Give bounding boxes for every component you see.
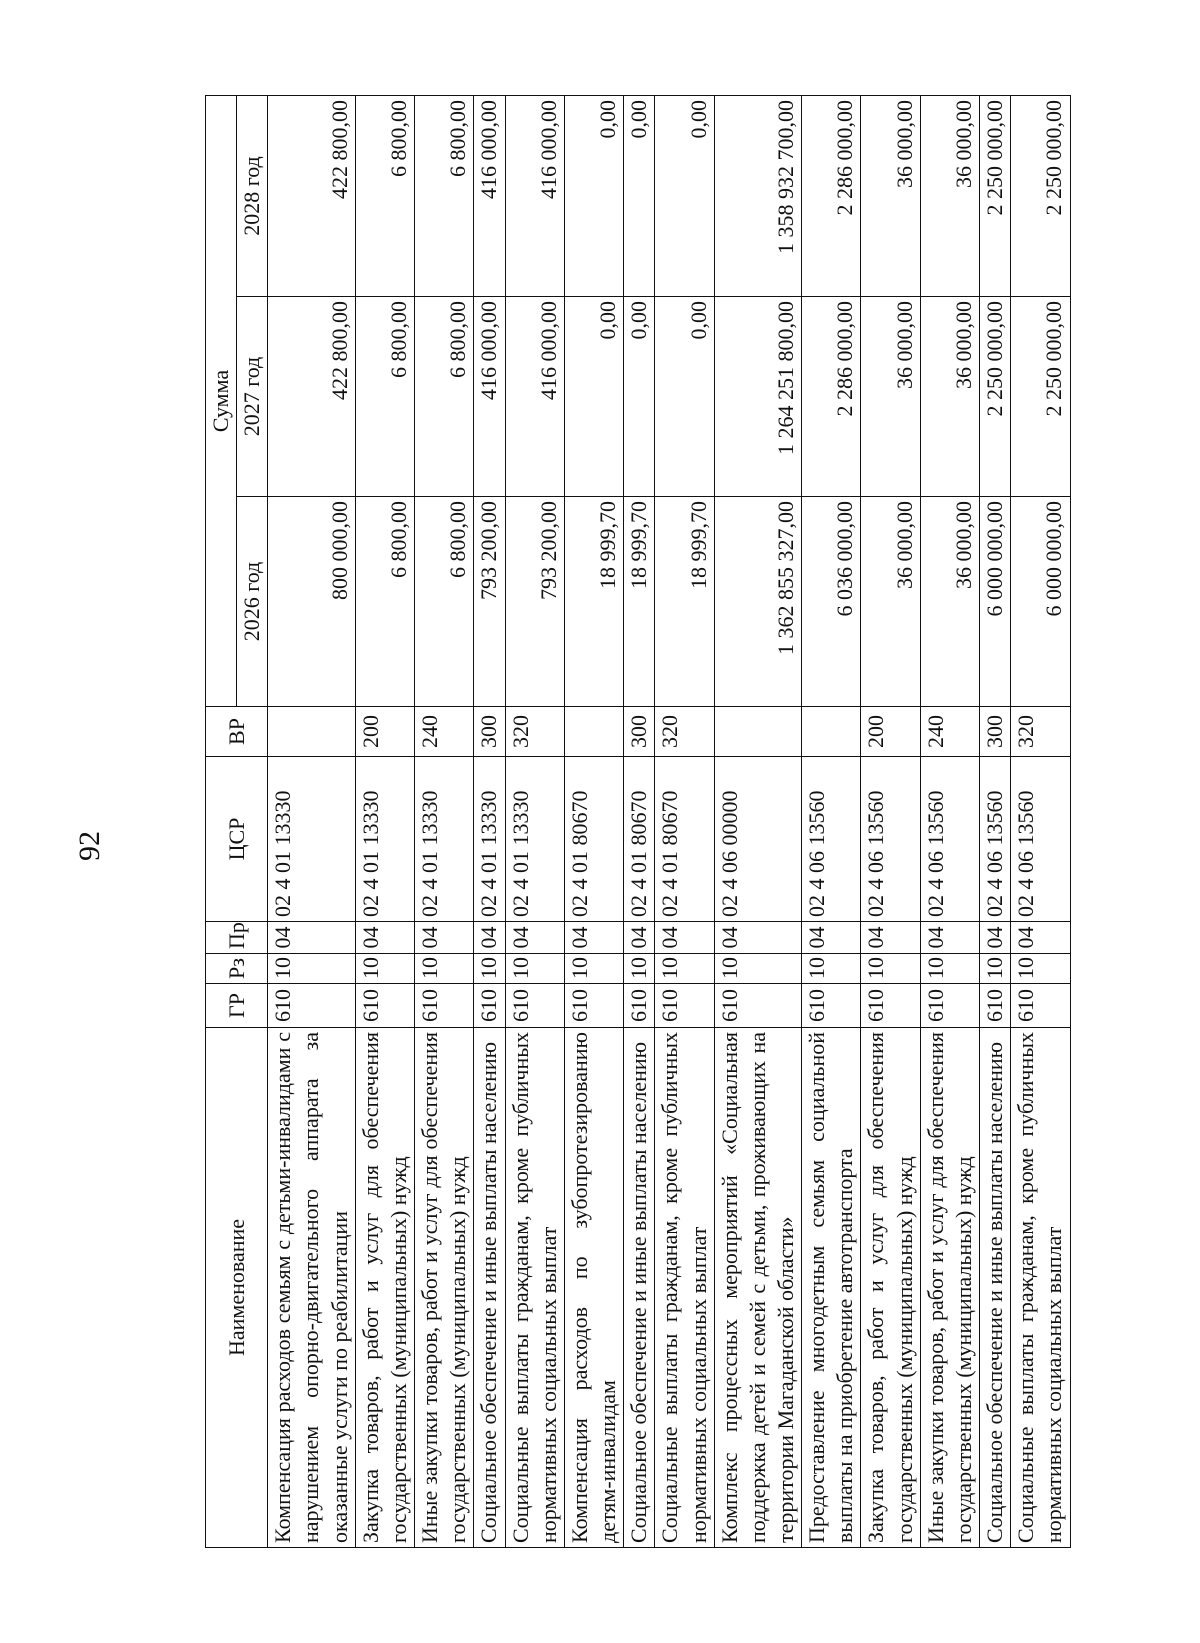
table-row — [714, 96, 801, 1548]
row-pr: 04 — [505, 922, 564, 954]
row-csr: 02 4 06 13560 — [980, 757, 1011, 922]
row-gr: 610 — [474, 984, 505, 1028]
budget-table — [205, 95, 1071, 1548]
row-rz: 10 — [861, 954, 920, 984]
table-row — [624, 96, 655, 1548]
header-rz: Рз — [206, 954, 268, 984]
table-row — [1011, 96, 1070, 1548]
row-pr: 04 — [355, 922, 414, 954]
table-row — [268, 96, 355, 1548]
row-2026: 793 200,00 — [474, 497, 505, 707]
table-row — [802, 96, 861, 1548]
row-rz: 10 — [714, 954, 801, 984]
row-pr: 04 — [714, 922, 801, 954]
row-csr: 02 4 06 13560 — [1011, 757, 1070, 922]
row-2028: 416 000,00 — [505, 96, 564, 297]
row-csr: 02 4 06 00000 — [714, 757, 801, 922]
row-pr: 04 — [802, 922, 861, 954]
row-gr: 610 — [1011, 984, 1070, 1028]
row-name: Социальное обеспечение и иные выплаты населению — [624, 1028, 655, 1548]
row-2027: 0,00 — [564, 297, 623, 497]
row-gr: 610 — [920, 984, 979, 1028]
row-rz: 10 — [564, 954, 623, 984]
row-gr: 610 — [624, 984, 655, 1028]
row-2026: 18 999,70 — [624, 497, 655, 707]
row-name: Социальные выплаты гражданам, кроме публичных нормативных социальных выплат — [505, 1028, 564, 1548]
row-name: Предоставление многодетным семьям социальной выплаты на приобретение автотранспорта — [802, 1028, 861, 1548]
row-pr: 04 — [415, 922, 474, 954]
row-pr: 04 — [655, 922, 714, 954]
row-csr: 02 4 01 13330 — [505, 757, 564, 922]
row-2027: 416 000,00 — [505, 297, 564, 497]
header-sum: Сумма — [206, 96, 237, 707]
row-rz: 10 — [415, 954, 474, 984]
row-2027: 6 800,00 — [355, 297, 414, 497]
row-name: Закупка товаров, работ и услуг для обеспечения государственных (муниципальных) нужд — [861, 1028, 920, 1548]
row-csr: 02 4 01 13330 — [474, 757, 505, 922]
row-gr: 610 — [802, 984, 861, 1028]
row-name: Закупка товаров, работ и услуг для обеспечения государственных (муниципальных) нужд — [355, 1028, 414, 1548]
row-vr: 200 — [861, 707, 920, 757]
row-name: Социальное обеспечение и иные выплаты населению — [980, 1028, 1011, 1548]
row-2026: 36 000,00 — [920, 497, 979, 707]
row-csr: 02 4 01 80670 — [564, 757, 623, 922]
header-row — [206, 96, 237, 1548]
row-vr — [564, 707, 623, 757]
header-name: Наименование — [206, 1028, 268, 1548]
row-csr: 02 4 01 13330 — [415, 757, 474, 922]
table-row — [655, 96, 714, 1548]
header-gr: ГР — [206, 984, 268, 1028]
table-row — [415, 96, 474, 1548]
table-row — [355, 96, 414, 1548]
header-vr: ВР — [206, 707, 268, 757]
row-gr: 610 — [655, 984, 714, 1028]
row-2027: 2 286 000,00 — [802, 297, 861, 497]
row-2026: 6 000 000,00 — [1011, 497, 1070, 707]
row-rz: 10 — [1011, 954, 1070, 984]
row-2027: 0,00 — [624, 297, 655, 497]
row-2028: 0,00 — [655, 96, 714, 297]
row-2028: 0,00 — [564, 96, 623, 297]
row-2026: 1 362 855 327,00 — [714, 497, 801, 707]
row-vr: 300 — [980, 707, 1011, 757]
row-vr: 200 — [355, 707, 414, 757]
row-gr: 610 — [980, 984, 1011, 1028]
row-vr — [802, 707, 861, 757]
row-pr: 04 — [980, 922, 1011, 954]
row-pr: 04 — [474, 922, 505, 954]
row-2027: 0,00 — [655, 297, 714, 497]
row-pr: 04 — [920, 922, 979, 954]
row-2027: 36 000,00 — [920, 297, 979, 497]
row-vr: 320 — [1011, 707, 1070, 757]
row-2027: 2 250 000,00 — [1011, 297, 1070, 497]
row-2027: 422 800,00 — [268, 297, 355, 497]
row-2027: 1 264 251 800,00 — [714, 297, 801, 497]
header-2027: 2027 год — [237, 297, 268, 497]
table-row — [505, 96, 564, 1548]
row-gr: 610 — [355, 984, 414, 1028]
row-2026: 36 000,00 — [861, 497, 920, 707]
row-rz: 10 — [268, 954, 355, 984]
row-rz: 10 — [624, 954, 655, 984]
rotated-table-wrapper — [205, 96, 1067, 1548]
row-2028: 6 800,00 — [355, 96, 414, 297]
header-2028: 2028 год — [237, 96, 268, 297]
row-csr: 02 4 01 13330 — [355, 757, 414, 922]
row-2027: 2 250 000,00 — [980, 297, 1011, 497]
row-2028: 6 800,00 — [415, 96, 474, 297]
row-2028: 0,00 — [624, 96, 655, 297]
row-gr: 610 — [268, 984, 355, 1028]
row-name: Социальные выплаты гражданам, кроме публичных нормативных социальных выплат — [655, 1028, 714, 1548]
row-rz: 10 — [505, 954, 564, 984]
row-name: Социальное обеспечение и иные выплаты населению — [474, 1028, 505, 1548]
row-gr: 610 — [564, 984, 623, 1028]
table-row — [474, 96, 505, 1548]
row-name: Компенсация расходов семьям с детьми-инвалидами с нарушением опорно-двигательного аппарата за оказанные услуги по реабилитации — [268, 1028, 355, 1548]
row-vr: 320 — [505, 707, 564, 757]
row-2028: 416 000,00 — [474, 96, 505, 297]
row-csr: 02 4 01 80670 — [624, 757, 655, 922]
row-name: Социальные выплаты гражданам, кроме публичных нормативных социальных выплат — [1011, 1028, 1070, 1548]
row-rz: 10 — [980, 954, 1011, 984]
row-2027: 416 000,00 — [474, 297, 505, 497]
row-2028: 36 000,00 — [920, 96, 979, 297]
row-csr: 02 4 06 13560 — [861, 757, 920, 922]
header-2026: 2026 год — [237, 497, 268, 707]
row-2028: 2 250 000,00 — [980, 96, 1011, 297]
row-rz: 10 — [802, 954, 861, 984]
header-pr: Пр — [206, 922, 268, 954]
row-name: Комплекс процессных мероприятий «Социальная поддержка детей и семей с детьми, проживающих на территории Магаданской области» — [714, 1028, 801, 1548]
row-pr: 04 — [268, 922, 355, 954]
row-vr: 300 — [624, 707, 655, 757]
row-csr: 02 4 06 13560 — [802, 757, 861, 922]
row-rz: 10 — [474, 954, 505, 984]
row-2026: 6 800,00 — [415, 497, 474, 707]
row-2028: 1 358 932 700,00 — [714, 96, 801, 297]
row-2027: 6 800,00 — [415, 297, 474, 497]
row-rz: 10 — [920, 954, 979, 984]
table-row — [980, 96, 1011, 1548]
row-vr — [268, 707, 355, 757]
row-2026: 793 200,00 — [505, 497, 564, 707]
row-2027: 36 000,00 — [861, 297, 920, 497]
header-csr: ЦСР — [206, 757, 268, 922]
row-2026: 6 000 000,00 — [980, 497, 1011, 707]
row-gr: 610 — [415, 984, 474, 1028]
table-row — [861, 96, 920, 1548]
row-2028: 2 250 000,00 — [1011, 96, 1070, 297]
row-csr: 02 4 01 80670 — [655, 757, 714, 922]
row-vr: 300 — [474, 707, 505, 757]
row-csr: 02 4 01 13330 — [268, 757, 355, 922]
row-vr: 320 — [655, 707, 714, 757]
row-gr: 610 — [861, 984, 920, 1028]
row-pr: 04 — [1011, 922, 1070, 954]
row-gr: 610 — [714, 984, 801, 1028]
row-name: Компенсация расходов по зубопротезированию детям-инвалидам — [564, 1028, 623, 1548]
row-pr: 04 — [861, 922, 920, 954]
row-2028: 422 800,00 — [268, 96, 355, 297]
row-2028: 36 000,00 — [861, 96, 920, 297]
page-number: 92 — [73, 831, 106, 861]
row-2026: 18 999,70 — [564, 497, 623, 707]
table-row — [564, 96, 623, 1548]
row-rz: 10 — [655, 954, 714, 984]
row-vr — [714, 707, 801, 757]
row-gr: 610 — [505, 984, 564, 1028]
row-rz: 10 — [355, 954, 414, 984]
row-csr: 02 4 06 13560 — [920, 757, 979, 922]
row-2028: 2 286 000,00 — [802, 96, 861, 297]
row-2026: 800 000,00 — [268, 497, 355, 707]
row-pr: 04 — [564, 922, 623, 954]
row-2026: 18 999,70 — [655, 497, 714, 707]
table-row — [920, 96, 979, 1548]
row-2026: 6 036 000,00 — [802, 497, 861, 707]
row-vr: 240 — [920, 707, 979, 757]
row-name: Иные закупки товаров, работ и услуг для обеспечения государственных (муниципальных) нужд — [920, 1028, 979, 1548]
row-2026: 6 800,00 — [355, 497, 414, 707]
row-pr: 04 — [624, 922, 655, 954]
row-vr: 240 — [415, 707, 474, 757]
row-name: Иные закупки товаров, работ и услуг для обеспечения государственных (муниципальных) нужд — [415, 1028, 474, 1548]
